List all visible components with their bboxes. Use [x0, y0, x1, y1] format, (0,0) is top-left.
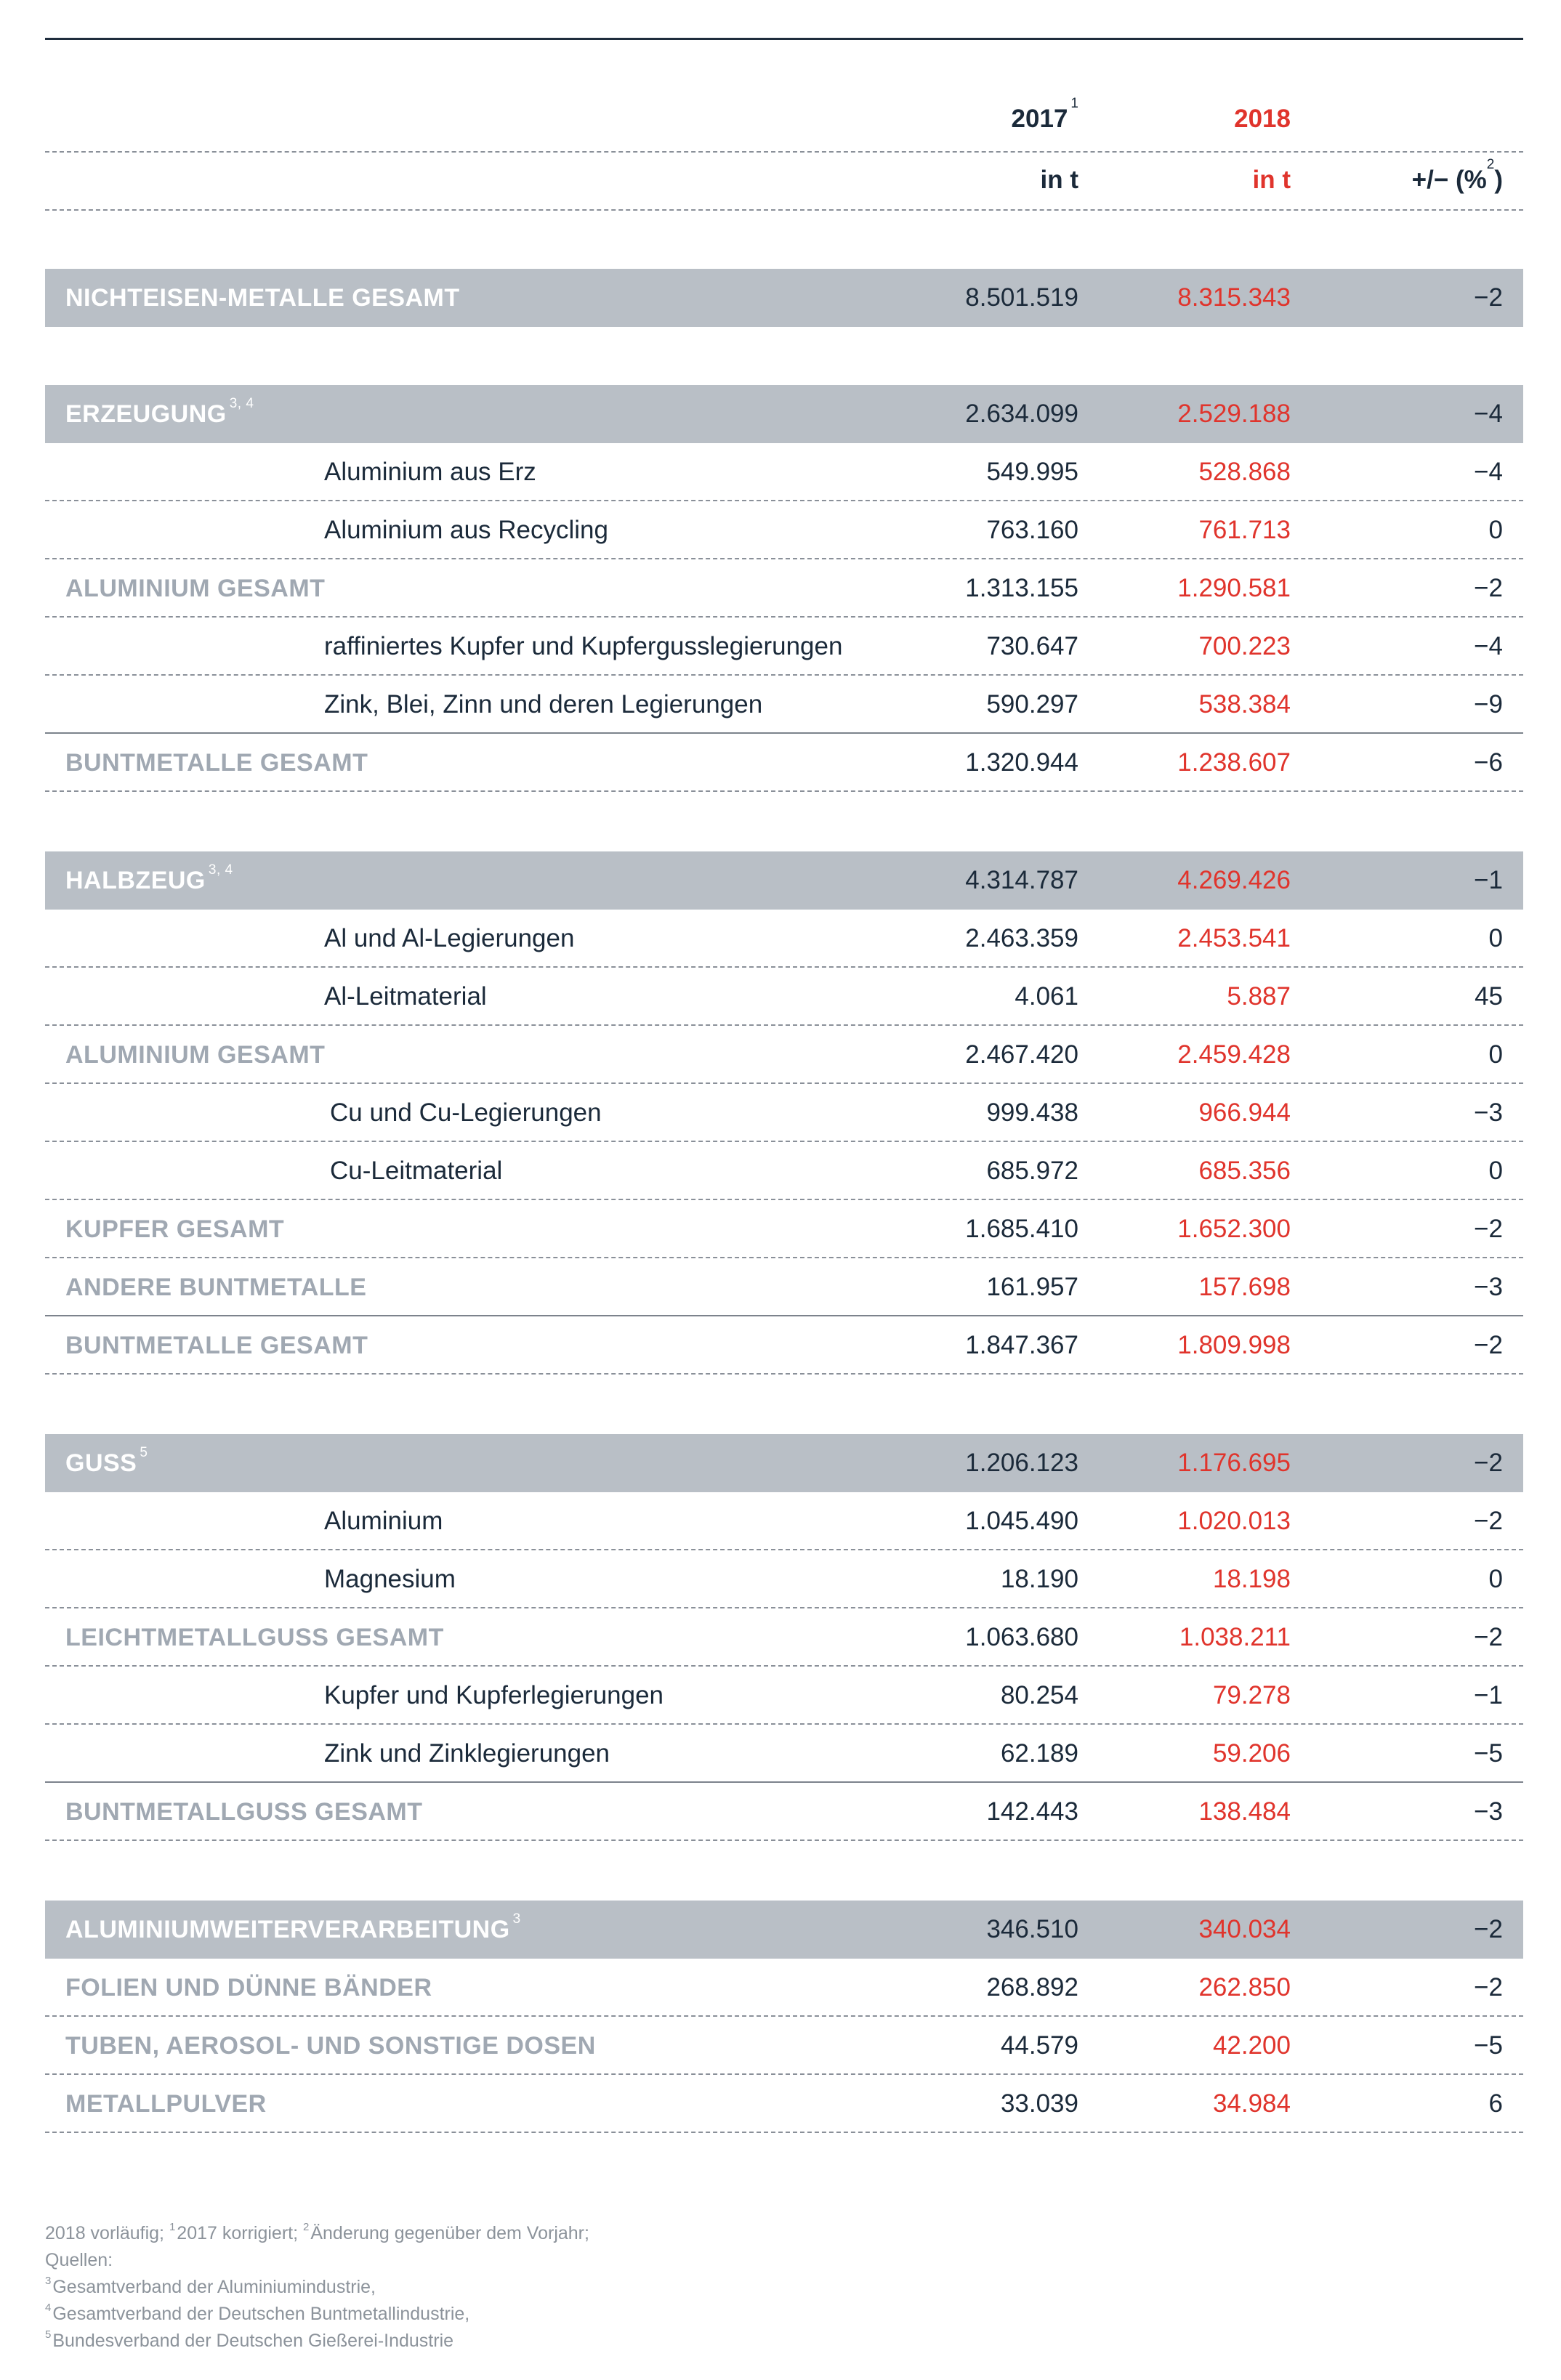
change-percent: 0	[1488, 924, 1503, 952]
table-row-subtotal	[45, 1200, 1523, 1258]
change-percent: 6	[1488, 2089, 1503, 2118]
value-2018: 1.176.695	[1177, 1449, 1291, 1477]
row-label: NICHTEISEN-METALLE GESAMT	[65, 284, 460, 312]
table-row-subtotal	[45, 1608, 1523, 1667]
change-header: +/− (%$^2$)	[1411, 157, 1503, 194]
header-2018: 2018	[1234, 105, 1291, 133]
header-units-row	[45, 153, 1523, 211]
change-percent: −9	[1474, 690, 1503, 719]
change-percent: −2	[1474, 1623, 1503, 1651]
value-2018: 966.944	[1198, 1098, 1291, 1127]
row-label: TUBEN, AEROSOL- UND SONSTIGE DOSEN	[65, 2032, 596, 2060]
row-label: Zink und Zinklegierungen	[324, 1739, 610, 1768]
footnote-line: Quellen:	[45, 2250, 113, 2270]
footnotes	[45, 2220, 1062, 2355]
value-2018: 4.269.426	[1177, 866, 1291, 894]
value-2018: 8.315.343	[1177, 283, 1291, 312]
value-2018: 5.887	[1227, 982, 1291, 1011]
value-2017: 18.190	[1000, 1565, 1078, 1593]
footnote-line: $^5$Bundesverband der Deutschen Gießerei-Industrie	[45, 2328, 454, 2351]
value-2018: 262.850	[1198, 1973, 1291, 2001]
table-row	[45, 1084, 1523, 1142]
value-2018: 1.652.300	[1177, 1215, 1291, 1243]
value-2017: 1.313.155	[965, 574, 1078, 602]
row-label: ERZEUGUNG $^{3, 4}$	[65, 396, 254, 428]
value-2017: 8.501.519	[965, 283, 1078, 312]
table-row-subtotal	[45, 1783, 1523, 1841]
footnote-line: $^3$Gesamtverband der Aluminiumindustrie,	[45, 2275, 376, 2297]
row-label: raffiniertes Kupfer und Kupfergusslegierungen	[324, 632, 843, 660]
value-2017: 590.297	[986, 690, 1078, 719]
value-2017: 2.467.420	[965, 1040, 1078, 1069]
change-percent: −5	[1474, 1739, 1503, 1768]
table-row-total	[45, 269, 1523, 327]
value-2017: 33.039	[1000, 2089, 1078, 2118]
value-2017: 1.063.680	[965, 1623, 1078, 1651]
top-rule	[45, 38, 1523, 40]
value-2018: 761.713	[1198, 516, 1291, 544]
table-row	[45, 1142, 1523, 1200]
value-2017: 80.254	[1000, 1681, 1078, 1709]
change-percent: 0	[1488, 516, 1503, 544]
row-label: Zink, Blei, Zinn und deren Legierungen	[324, 690, 763, 719]
row-label: Aluminium	[324, 1507, 443, 1535]
change-percent: 0	[1488, 1040, 1503, 1069]
table-row-subtotal	[45, 1258, 1523, 1316]
table-row-subtotal	[45, 1316, 1523, 1375]
row-label: ALUMINIUM GESAMT	[65, 575, 326, 602]
table-row	[45, 1725, 1523, 1783]
row-label: Al und Al-Legierungen	[324, 924, 575, 952]
value-2017: 346.510	[986, 1915, 1078, 1943]
value-2018: 1.809.998	[1177, 1331, 1291, 1359]
unit-2017: in t	[1040, 166, 1078, 194]
value-2018: 59.206	[1212, 1739, 1291, 1768]
value-2018: 157.698	[1198, 1273, 1291, 1301]
change-percent: 0	[1488, 1565, 1503, 1593]
value-2017: 1.320.944	[965, 748, 1078, 777]
table-row-subtotal	[45, 2017, 1523, 2075]
change-percent: −4	[1474, 632, 1503, 660]
table-row	[45, 1667, 1523, 1725]
change-percent: 45	[1475, 982, 1503, 1011]
change-percent: −5	[1474, 2031, 1503, 2060]
change-percent: −3	[1474, 1273, 1503, 1301]
change-percent: −1	[1474, 866, 1503, 894]
table-row-subtotal	[45, 1026, 1523, 1084]
table-row-subtotal	[45, 734, 1523, 792]
value-2017: 142.443	[986, 1797, 1078, 1826]
value-2018: 1.038.211	[1179, 1623, 1291, 1651]
change-percent: −2	[1474, 1331, 1503, 1359]
value-2018: 340.034	[1198, 1915, 1291, 1943]
value-2018: 138.484	[1198, 1797, 1291, 1826]
change-percent: −2	[1474, 1973, 1503, 2001]
table-row-section-erzeugung	[45, 385, 1523, 443]
value-2018: 34.984	[1212, 2089, 1291, 2118]
table-row	[45, 443, 1523, 501]
change-percent: −2	[1474, 574, 1503, 602]
value-2017: 1.685.410	[965, 1215, 1078, 1243]
row-label: METALLPULVER	[65, 2090, 267, 2118]
row-label: BUNTMETALLGUSS GESAMT	[65, 1798, 423, 1826]
table-row-section-halbzeug	[45, 851, 1523, 910]
value-2017: 4.061	[1015, 982, 1078, 1011]
row-label: ANDERE BUNTMETALLE	[65, 1274, 367, 1301]
table-row	[45, 501, 1523, 559]
value-2018: 2.529.188	[1177, 400, 1291, 428]
table-row	[45, 676, 1523, 734]
value-2017: 1.847.367	[965, 1331, 1078, 1359]
value-2017: 549.995	[986, 458, 1078, 486]
value-2017: 62.189	[1000, 1739, 1078, 1768]
value-2017: 268.892	[986, 1973, 1078, 2001]
value-2018: 2.453.541	[1177, 924, 1291, 952]
value-2017: 44.579	[1000, 2031, 1078, 2060]
row-label: Al-Leitmaterial	[324, 982, 487, 1011]
value-2018: 2.459.428	[1177, 1040, 1291, 1069]
row-label: GUSS $^5$	[65, 1445, 148, 1477]
change-percent: −3	[1474, 1098, 1503, 1127]
row-label: Aluminium aus Erz	[324, 458, 536, 486]
change-percent: −1	[1474, 1681, 1503, 1709]
value-2018: 700.223	[1198, 632, 1291, 660]
value-2017: 1.206.123	[965, 1449, 1078, 1477]
value-2018: 528.868	[1198, 458, 1291, 486]
value-2018: 1.020.013	[1177, 1507, 1291, 1535]
row-label: Aluminium aus Recycling	[324, 516, 608, 544]
value-2018: 18.198	[1212, 1565, 1291, 1593]
row-label: FOLIEN UND DÜNNE BÄNDER	[65, 1974, 432, 2001]
table-row-subtotal	[45, 1959, 1523, 2017]
table-row-section-guss	[45, 1434, 1523, 1492]
change-percent: −2	[1474, 1215, 1503, 1243]
row-label: KUPFER GESAMT	[65, 1215, 285, 1243]
table-row	[45, 910, 1523, 968]
table-row	[45, 968, 1523, 1026]
value-2018: 1.290.581	[1177, 574, 1291, 602]
value-2017: 763.160	[986, 516, 1078, 544]
change-percent: −3	[1474, 1797, 1503, 1826]
table-row-section-aluminiumweiterverarbeitung	[45, 1901, 1523, 1959]
row-label: Kupfer und Kupferlegierungen	[324, 1681, 664, 1709]
row-label: Cu und Cu-Legierungen	[330, 1098, 602, 1127]
table-row-subtotal	[45, 559, 1523, 618]
header-2017: 2017$^1$	[1011, 96, 1078, 133]
footnote-line: 2018 vorläufig; $^1$2017 korrigiert; $^2$Änderung gegenüber dem Vorjahr;	[45, 2221, 589, 2243]
value-2017: 999.438	[986, 1098, 1078, 1127]
row-label: ALUMINIUM GESAMT	[65, 1041, 326, 1069]
value-2017: 4.314.787	[965, 866, 1078, 894]
change-percent: −4	[1474, 400, 1503, 428]
footnote-line: $^4$Gesamtverband der Deutschen Buntmetallindustrie,	[45, 2302, 470, 2324]
change-percent: −2	[1474, 1915, 1503, 1943]
change-percent: −6	[1474, 748, 1503, 777]
table-row	[45, 618, 1523, 676]
row-label: LEICHTMETALLGUSS GESAMT	[65, 1624, 444, 1651]
table-row-subtotal	[45, 2075, 1523, 2133]
value-2017: 685.972	[986, 1157, 1078, 1185]
header-years-row	[45, 94, 1523, 153]
table-row	[45, 1550, 1523, 1608]
value-2017: 2.634.099	[965, 400, 1078, 428]
row-label: BUNTMETALLE GESAMT	[65, 749, 368, 777]
change-percent: −2	[1474, 1507, 1503, 1535]
value-2018: 79.278	[1212, 1681, 1291, 1709]
row-label: ALUMINIUMWEITERVERARBEITUNG $^3$	[65, 1911, 521, 1943]
value-2017: 2.463.359	[965, 924, 1078, 952]
change-percent: −4	[1474, 458, 1503, 486]
value-2017: 730.647	[986, 632, 1078, 660]
unit-2018: in t	[1252, 166, 1291, 194]
change-percent: −2	[1474, 1449, 1503, 1477]
row-label: Cu-Leitmaterial	[330, 1157, 503, 1185]
value-2018: 1.238.607	[1177, 748, 1291, 777]
value-2018: 42.200	[1212, 2031, 1291, 2060]
value-2018: 538.384	[1198, 690, 1291, 719]
value-2017: 1.045.490	[965, 1507, 1078, 1535]
table-row	[45, 1492, 1523, 1550]
row-label: BUNTMETALLE GESAMT	[65, 1332, 368, 1359]
value-2017: 161.957	[986, 1273, 1078, 1301]
row-label: HALBZEUG $^{3, 4}$	[65, 862, 233, 894]
value-2018: 685.356	[1198, 1157, 1291, 1185]
change-percent: −2	[1474, 283, 1503, 312]
change-percent: 0	[1488, 1157, 1503, 1185]
row-label: Magnesium	[324, 1565, 456, 1593]
